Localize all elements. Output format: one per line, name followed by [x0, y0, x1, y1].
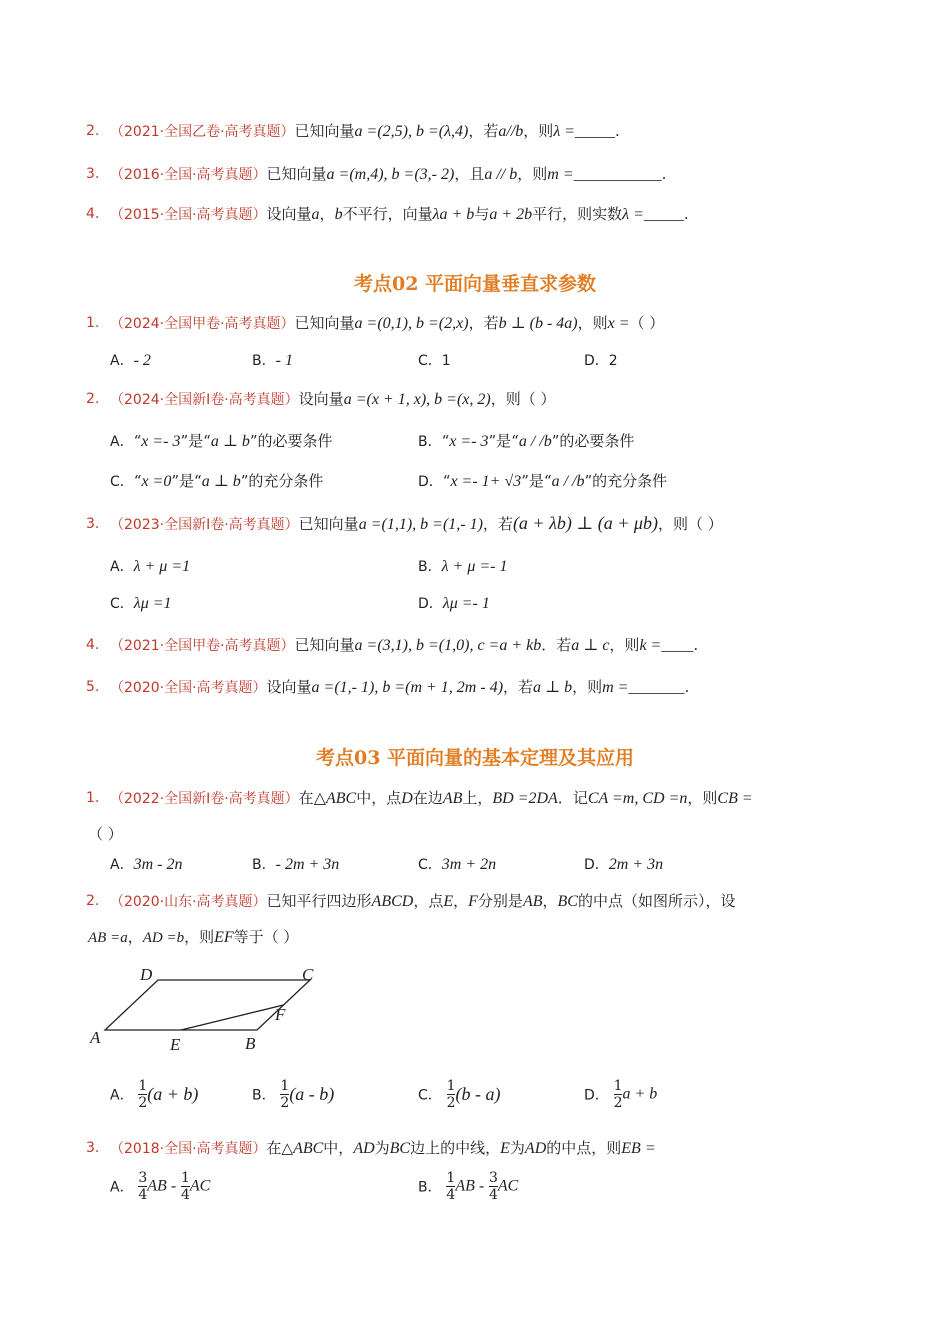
option-d[interactable]: D．λμ =- 1: [418, 595, 490, 612]
fraction: $\frac{1}{4}$: [446, 1170, 456, 1203]
source-tag: （2020·全国·高考真题）: [110, 680, 267, 696]
question-number: 3.: [86, 516, 100, 532]
source-tag: （2015·全国·高考真题）: [110, 207, 267, 223]
fraction: $\frac{3}{4}$: [138, 1170, 148, 1203]
label-d: D: [140, 965, 153, 984]
question-number: 4.: [86, 206, 100, 222]
option-b[interactable]: B．- 1: [252, 352, 293, 369]
option-c[interactable]: C．1: [418, 353, 451, 369]
label-b: B: [245, 1034, 256, 1053]
section-heading-03: 考点03 平面向量的基本定理及其应用: [315, 747, 635, 769]
question-number: 1.: [86, 790, 100, 806]
option-a[interactable]: A． $\frac{1}{2}$ (a + b): [110, 1078, 199, 1111]
source-tag: （2021·全国乙卷·高考真题）: [110, 124, 295, 140]
source-tag: （2024·全国新Ⅰ卷·高考真题）: [110, 392, 299, 408]
question-number: 5.: [86, 679, 100, 695]
label-a: A: [90, 1028, 101, 1047]
option-c[interactable]: C．“x =0”是“a ⊥ b”的充分条件: [110, 472, 324, 490]
option-c[interactable]: C．3m + 2n: [418, 856, 497, 873]
fraction-half: $\frac{1}{2}$: [138, 1078, 148, 1111]
section-heading-02: 考点02 平面向量垂直求参数: [353, 273, 597, 295]
option-a[interactable]: A． $\frac{3}{4}$ AB - $\frac{1}{4}$ AC: [110, 1170, 211, 1203]
label-f: F: [275, 1005, 286, 1024]
source-tag: （2016·全国·高考真题）: [110, 167, 267, 183]
question-number: 2.: [86, 391, 100, 407]
parallelogram-figure: [80, 958, 340, 1058]
source-tag: （2020·山东·高考真题）: [110, 894, 267, 910]
fraction-half: $\frac{1}{2}$: [446, 1078, 456, 1111]
question-number: 1.: [86, 315, 100, 331]
question-number: 3.: [86, 166, 100, 182]
option-c[interactable]: C． $\frac{1}{2}$ (b - a): [418, 1078, 501, 1111]
option-b[interactable]: B．- 2m + 3n: [252, 856, 340, 873]
option-a[interactable]: A．3m - 2n: [110, 856, 183, 873]
segment-ef: [181, 1005, 284, 1030]
option-b[interactable]: B． $\frac{1}{2}$ (a - b): [252, 1078, 335, 1111]
option-d[interactable]: D． $\frac{1}{2}$ a + b: [584, 1078, 658, 1111]
label-c: C: [302, 965, 314, 984]
question-number: 2.: [86, 123, 100, 139]
option-a[interactable]: A．- 2: [110, 352, 151, 369]
fraction: $\frac{3}{4}$: [488, 1170, 498, 1203]
fraction: $\frac{1}{4}$: [180, 1170, 190, 1203]
option-b[interactable]: B．λ + μ =- 1: [418, 558, 508, 575]
source-tag: （2023·全国新Ⅰ卷·高考真题）: [110, 517, 299, 533]
option-c[interactable]: C．λμ =1: [110, 595, 172, 612]
fraction-half: $\frac{1}{2}$: [280, 1078, 290, 1111]
option-d[interactable]: D．2m + 3n: [584, 856, 664, 873]
question-number: 3.: [86, 1140, 100, 1156]
option-b[interactable]: B． $\frac{1}{4}$ AB - $\frac{3}{4}$ AC: [418, 1170, 519, 1203]
source-tag: （2021·全国甲卷·高考真题）: [110, 638, 295, 654]
option-d[interactable]: D．“x =- 1+ √3”是“a / /b”的充分条件: [418, 472, 668, 490]
question-number: 2.: [86, 893, 100, 909]
label-e: E: [170, 1035, 181, 1054]
source-tag: （2022·全国新Ⅰ卷·高考真题）: [110, 791, 299, 807]
source-tag: （2018·全国·高考真题）: [110, 1141, 267, 1157]
fraction-half: $\frac{1}{2}$: [613, 1078, 623, 1111]
option-d[interactable]: D．2: [584, 353, 618, 369]
option-b[interactable]: B．“x =- 3”是“a / /b”的必要条件: [418, 432, 635, 450]
option-a[interactable]: A．λ + μ =1: [110, 558, 191, 575]
source-tag: （2024·全国甲卷·高考真题）: [110, 316, 295, 332]
question-number: 4.: [86, 637, 100, 653]
option-a[interactable]: A．“x =- 3”是“a ⊥ b”的必要条件: [110, 432, 333, 450]
